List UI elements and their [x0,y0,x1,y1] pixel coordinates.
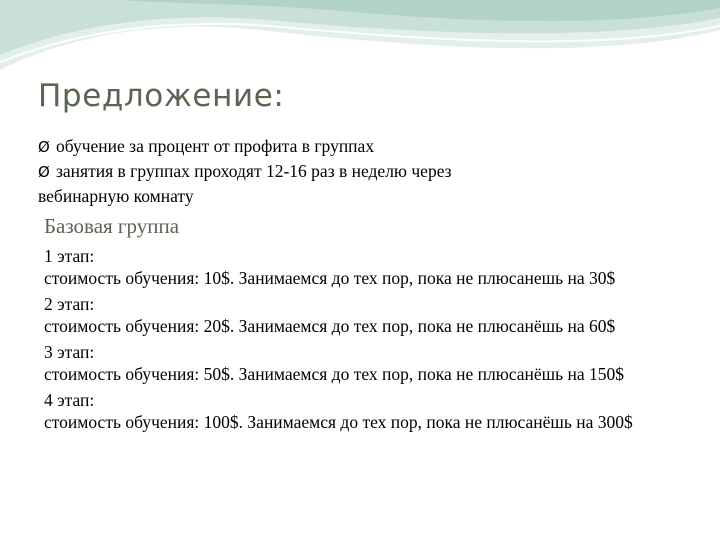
stage-label: 1 этап: [44,246,95,266]
bullet-text: обучение за процент от профита в группах [56,136,375,156]
stage-list [44,246,704,438]
stage-label: 2 этап: [44,294,95,314]
bullet-text: занятия в группах проходят 12-16 раз в неделю через [56,161,452,181]
stage-label: 3 этап: [44,342,95,362]
group-heading: Базовая группа [44,214,180,238]
arrow-bullet-icon: Ø [38,163,50,181]
bullet-continuation: вебинарную комнату [38,186,194,206]
decorative-wave [0,0,720,90]
bullet-list [38,134,698,208]
stage-description: стоимость обучения: 50$. Занимаемся до тех пор, пока не плюсанёшь на 150$ [44,364,625,384]
stage-description: стоимость обучения: 10$. Занимаемся до тех пор, пока не плюсанешь на 30$ [44,268,616,288]
stage-description: стоимость обучения: 100$. Занимаемся до тех пор, пока не плюсанёшь на 300$ [44,412,633,432]
arrow-bullet-icon: Ø [38,138,50,156]
slide-title: Предложение: [38,78,285,114]
bullet-item [38,134,698,159]
stage-label: 4 этап: [44,390,95,410]
bullet-item [38,159,698,184]
stage-description: стоимость обучения: 20$. Занимаемся до тех пор, пока не плюсанёшь на 60$ [44,316,616,336]
